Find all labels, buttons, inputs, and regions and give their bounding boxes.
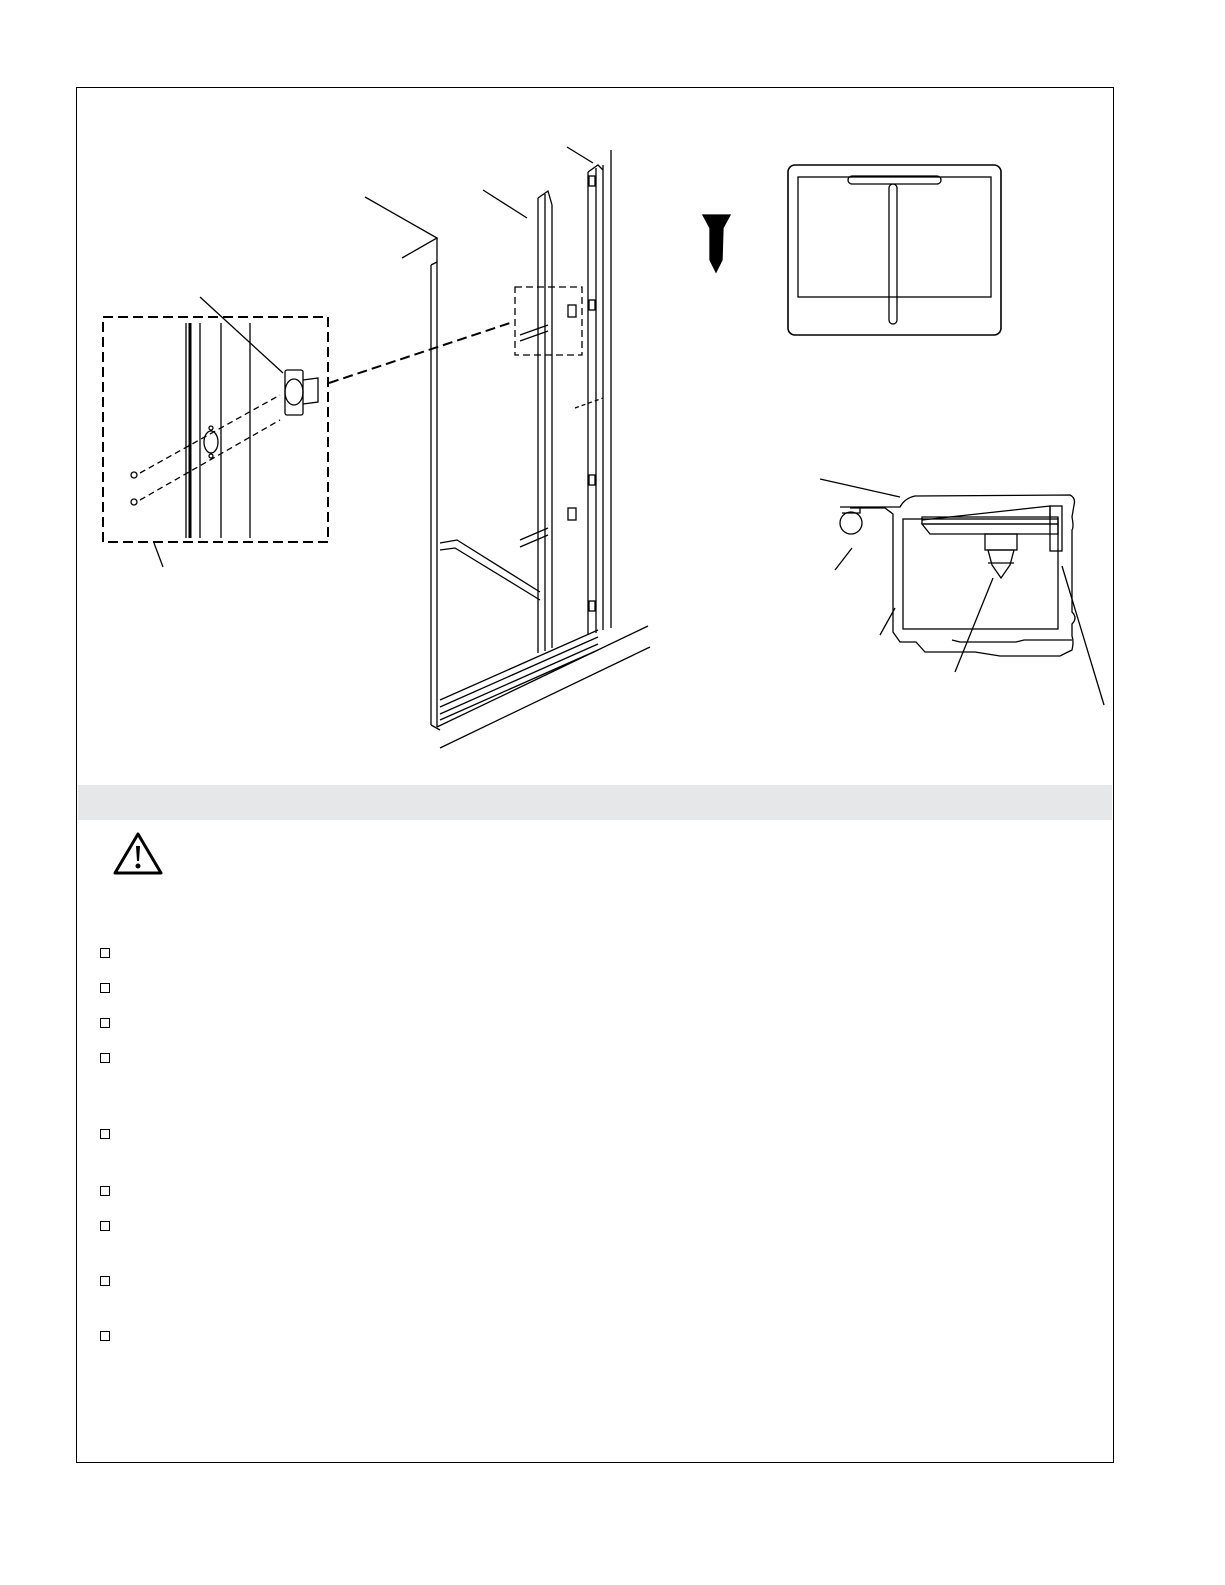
list-item <box>100 1050 1080 1070</box>
extrusion-cross-section <box>820 479 1104 705</box>
checkbox-icon[interactable] <box>100 1331 110 1341</box>
list-item <box>100 1183 1080 1203</box>
checkbox-icon[interactable] <box>100 1053 110 1063</box>
list-item <box>100 1126 1080 1146</box>
list-item <box>100 945 1080 965</box>
list-item <box>100 1328 1080 1348</box>
checkbox-icon[interactable] <box>100 1018 110 1028</box>
checkbox-icon[interactable] <box>100 948 110 958</box>
checkbox-icon[interactable] <box>100 1129 110 1139</box>
section-header-bar <box>78 785 1112 820</box>
latch-strike-detail <box>103 297 510 567</box>
list-item <box>100 1015 1080 1035</box>
checkbox-icon[interactable] <box>100 1221 110 1231</box>
warning-triangle-icon <box>112 831 164 877</box>
list-item <box>100 1273 1080 1293</box>
screw-icon <box>703 215 730 272</box>
checkbox-icon[interactable] <box>100 1276 110 1286</box>
checkbox-icon[interactable] <box>100 1186 110 1196</box>
checkbox-icon[interactable] <box>100 983 110 993</box>
shower-door-assembly-illustration <box>365 147 650 748</box>
list-item <box>100 1218 1080 1238</box>
installation-illustration <box>0 0 1225 790</box>
template-card-illustration <box>788 165 1001 335</box>
list-item <box>100 980 1080 1000</box>
